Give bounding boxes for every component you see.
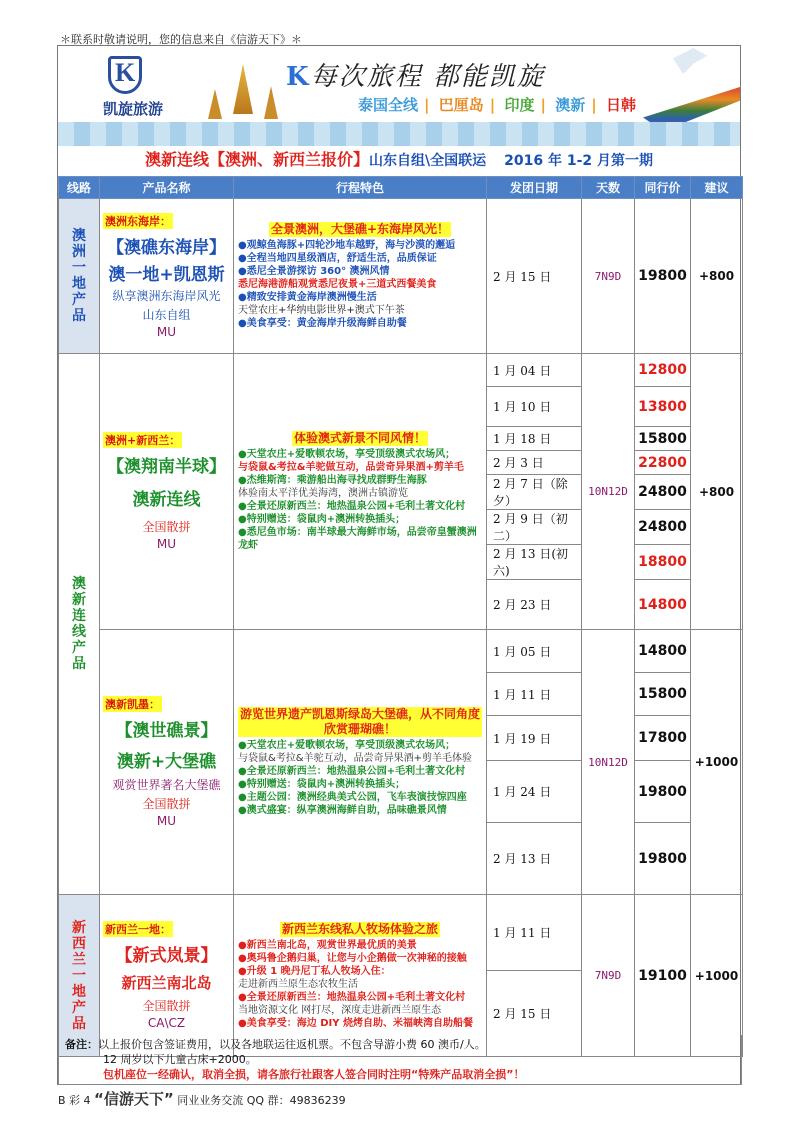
feature-list [238, 448, 482, 552]
feature-item: ●主题公园：澳洲经典美式公园，飞车表演技惊四座 [238, 792, 467, 803]
trade-price: 19100 [635, 895, 691, 1057]
feature-item: ●悉尼全景游探访 360° 澳洲风情 [238, 266, 390, 277]
departure-date: 2 月 13 日 [487, 823, 582, 895]
suggest-markup: +1000 [691, 630, 743, 895]
footer-brand: “信游天下” [94, 1090, 174, 1108]
product-airline: MU [156, 537, 177, 551]
product-route: 新西兰南北岛 [121, 974, 212, 992]
feature-item: 当地资源文化 网打尽，深度走进新西兰原生态 [238, 1004, 442, 1016]
feature-item: 与袋鼠&考拉&羊驼互动，品尝奇异果酒+剪羊毛体验 [238, 753, 472, 764]
category-cell: 新西兰一地产品 [59, 895, 100, 1057]
trade-price: 15800 [635, 427, 691, 451]
table-row [59, 630, 743, 673]
feature-list [238, 239, 482, 330]
feature-head: 新西兰东线私人牧场体验之旅 [281, 921, 438, 936]
header-feature: 行程特色 [234, 177, 487, 199]
notes-line: 以上报价包含签证费用，以及各地联运往返机票。不包含导游小费 60 澳币/人。 [98, 1038, 486, 1051]
departure-date: 1 月 11 日 [487, 673, 582, 716]
footer [58, 1088, 346, 1109]
product-name: 【澳翔南半球】 [107, 457, 226, 477]
departure-date: 2 月 3 日 [487, 451, 582, 475]
suggest-markup: +800 [691, 354, 743, 630]
feature-item: ●美食享受：黄金海岸升级海鲜自助餐 [238, 318, 407, 329]
departure-date: 2 月 9 日（初二） [487, 510, 582, 545]
product-group: 全国散拼 [142, 520, 191, 534]
feature-head: 体验澳式新景不同风情！ [293, 431, 426, 445]
page-title: 澳新连线【澳洲、新西兰报价】山东自组\全国联运 2016 年 1-2 月第一期 [144, 150, 654, 169]
header-suggest: 建议 [691, 177, 743, 199]
departure-date: 1 月 04 日 [487, 354, 582, 387]
feature-item: 走进新西兰原生态农牧生活 [238, 978, 358, 990]
feature-cell [234, 354, 487, 630]
header-days: 天数 [582, 177, 635, 199]
product-desc: 纵享澳洲东海岸风光 [112, 289, 221, 303]
top-note: ＊联系时敬请说明，您的信息来自《信游天下》＊ [60, 33, 302, 46]
product-group: 全国散拼 [142, 999, 191, 1013]
destination-item: 泰国全线 [358, 96, 419, 114]
notes-warning: 包机座位一经确认，取消全损，请各旅行社跟客人签合同时注明“特殊产品取消全损”！ [103, 1068, 525, 1081]
trade-price: 12800 [635, 354, 691, 387]
category-cell: 澳新连线产品 [59, 354, 100, 895]
product-route: 澳新连线 [132, 490, 201, 510]
product-name: 【澳礁东海岸】 [107, 238, 226, 258]
footer-text: 同业业务交流 QQ 群：49836239 [177, 1094, 346, 1107]
trade-price: 24800 [635, 510, 691, 545]
feature-item: ●美食享受：海边 DIY 烧烤自助、米福峡湾自助船餐 [238, 1017, 473, 1029]
product-name: 【新式岚景】 [115, 946, 218, 966]
pagoda-icon [208, 64, 278, 124]
trade-price: 14800 [635, 630, 691, 673]
feature-item: 体验南太平洋优美海湾，澳洲古镇游览 [238, 488, 408, 499]
departure-date: 2 月 15 日 [487, 199, 582, 354]
trade-price: 18800 [635, 545, 691, 580]
feature-item: ●奥玛鲁企鹅归巢，让您与小企鹅做一次神秘的接触 [238, 952, 467, 964]
feature-item: ●全景还原新西兰：地热温泉公园+毛利土著文化村 [238, 766, 466, 777]
trade-price: 19800 [635, 199, 691, 354]
feature-item: 悉尼海港游船观赏悉尼夜景+三道式西餐美食 [238, 279, 437, 290]
trade-price: 14800 [635, 580, 691, 630]
trade-price: 19800 [635, 761, 691, 823]
category-cell: 澳洲一地产品 [59, 199, 100, 354]
feature-item: ●澳式盛宴：纵享澳洲海鲜自助，品味礁景风情 [238, 805, 447, 816]
product-airline: MU [156, 325, 177, 339]
feature-item: ●天堂农庄+爱歌顿农场，享受顶级澳式农场风； [238, 449, 456, 460]
trade-price: 24800 [635, 475, 691, 510]
feature-list [238, 739, 482, 817]
feature-head: 全景澳洲，大堡礁+东海岸风光！ [270, 222, 450, 236]
departure-date: 1 月 18 日 [487, 427, 582, 451]
product-airline: CA\CZ [147, 1016, 186, 1030]
destination-list: 泰国全线 | 巴厘岛 | 印度 | 澳新 | 日韩 [358, 96, 636, 114]
destination-item: 澳新 [555, 96, 586, 114]
departure-date: 2 月 13 日(初六) [487, 545, 582, 580]
destination-item: 日韩 [605, 96, 636, 114]
feature-cell [234, 895, 487, 1057]
feature-item: ●新西兰南北岛，观赏世界最优质的美景 [238, 939, 417, 951]
product-tag: 澳洲+新西兰： [105, 434, 181, 447]
product-group: 全国散拼 [142, 797, 191, 811]
departure-date: 1 月 24 日 [487, 761, 582, 823]
feature-item: ●升级 1 晚丹尼丁私人牧场入住： [238, 965, 391, 977]
destination-item: 印度 [504, 96, 535, 114]
trade-price: 17800 [635, 716, 691, 761]
feature-item: ●杰维斯湾：乘游船出海寻找成群野生海豚 [238, 475, 427, 486]
suggest-markup: +1000 [691, 895, 743, 1057]
trade-price: 15800 [635, 673, 691, 716]
product-tag: 澳新凯墨： [105, 698, 160, 711]
trade-price: 13800 [635, 387, 691, 427]
slogan: K每次旅程 都能凯旋 [286, 62, 545, 92]
departure-date: 1 月 11 日 [487, 895, 582, 971]
departure-date: 2 月 23 日 [487, 580, 582, 630]
feature-head: 游览世界遗产凯恩斯绿岛大堡礁，从不同角度欣赏珊瑚礁！ [240, 707, 481, 736]
product-tag: 澳洲东海岸： [105, 215, 171, 228]
trade-price: 19800 [635, 823, 691, 895]
feature-item: 天堂农庄+华纳电影世界+澳式下午茶 [238, 305, 405, 316]
feature-item: ●特别赠送：袋鼠肉+澳洲转换插头； [238, 514, 406, 525]
bird-icon [673, 48, 707, 74]
departure-date: 2 月 15 日 [487, 971, 582, 1057]
trade-price: 22800 [635, 451, 691, 475]
notes-label: 备注： [65, 1038, 98, 1051]
feature-item: ●悉尼鱼市场：南半球最大海鲜市场，品尝帝皇蟹澳洲龙虾 [238, 527, 477, 551]
wave-decoration [58, 122, 740, 146]
product-cell [100, 630, 234, 895]
departure-date: 1 月 19 日 [487, 716, 582, 761]
logo-name: 凯旋旅游 [102, 100, 163, 118]
feature-item: ●全景还原新西兰：地热温泉公园+毛利土著文化村 [238, 501, 466, 512]
footer-prefix: B 彩 4 [58, 1094, 91, 1107]
banner [58, 46, 740, 146]
trip-days: 10N12D [582, 354, 635, 630]
feature-item: ●天堂农庄+爱歌顿农场，享受顶级澳式农场风； [238, 740, 456, 751]
feature-item: ●精致安排黄金海岸澳洲慢生活 [238, 292, 377, 303]
departure-date: 2 月 7 日（除夕） [487, 475, 582, 510]
product-cell [100, 895, 234, 1057]
table-row [59, 895, 743, 971]
product-route: 澳一地+凯恩斯 [108, 265, 225, 285]
header-line: 线路 [59, 177, 100, 199]
product-tag: 新西兰一地： [105, 923, 171, 936]
trip-days: 10N12D [582, 630, 635, 895]
header-price: 同行价 [635, 177, 691, 199]
feature-item: ●特别赠送：袋鼠肉+澳洲转换插头； [238, 779, 406, 790]
feature-item: ●全程当地四星级酒店，舒适生活，品质保证 [238, 253, 437, 264]
departure-date: 1 月 10 日 [487, 387, 582, 427]
table-row [59, 354, 743, 387]
product-cell [100, 199, 234, 354]
destination-item: 巴厘岛 [438, 96, 484, 114]
product-group: 山东自组 [142, 308, 191, 322]
product-name: 【澳世礁景】 [115, 721, 218, 741]
trip-days: 7N9D [582, 199, 635, 354]
price-table [58, 176, 743, 1057]
feature-item: ●观鲸鱼海豚+四轮沙地车越野，海与沙漠的邂逅 [238, 240, 456, 251]
feature-cell [234, 199, 487, 354]
feature-cell [234, 630, 487, 895]
product-route: 澳新+大堡礁 [116, 752, 217, 772]
header-date: 发团日期 [487, 177, 582, 199]
suggest-markup: +800 [691, 199, 743, 354]
product-cell [100, 354, 234, 630]
feature-item: 与袋鼠&考拉&羊驼做互动，品尝奇异果酒+剪羊毛 [238, 462, 464, 473]
logo-letter: K [115, 58, 136, 87]
trip-days: 7N9D [582, 895, 635, 1057]
table-header [59, 177, 743, 199]
departure-date: 1 月 05 日 [487, 630, 582, 673]
product-airline: MU [156, 814, 177, 828]
product-desc: 观赏世界著名大堡礁 [112, 778, 221, 792]
feature-list [238, 939, 482, 1030]
notes-line: 12 周岁以下儿童占床+2000。 [103, 1053, 257, 1066]
header-product: 产品名称 [100, 177, 234, 199]
notes-box [58, 1035, 742, 1085]
feature-item: ●全景还原新西兰：地热温泉公园+毛利土著文化村 [238, 991, 466, 1003]
table-row [59, 199, 743, 354]
